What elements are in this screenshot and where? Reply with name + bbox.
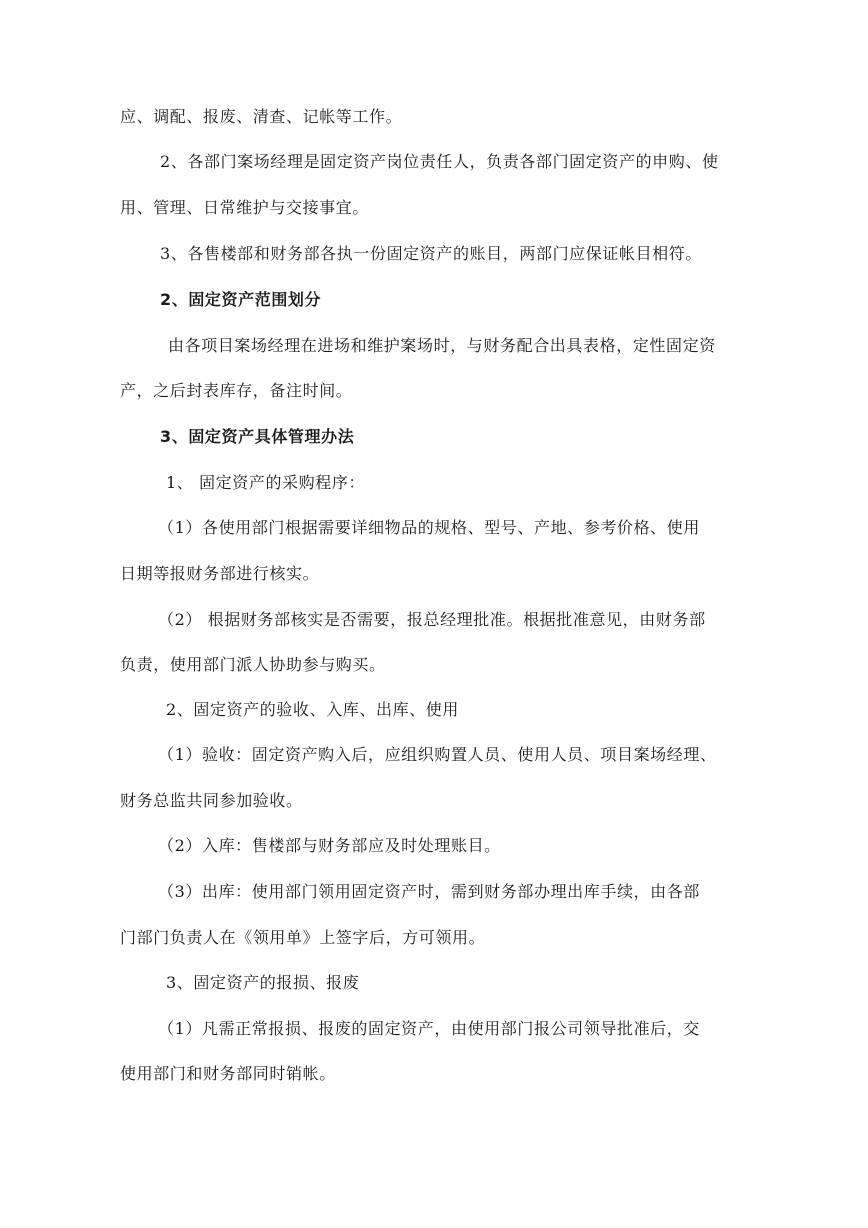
subheading: 1、 固定资产的采购程序： — [166, 473, 366, 492]
text-line: 门部门负责人在《领用单》上签字后，方可领用。 — [120, 928, 486, 947]
text-line: （2） 根据财务部核实是否需要，报总经理批准。根据批准意见，由财务部 — [158, 610, 706, 629]
text-line: （2）入库：售楼部与财务部应及时处理账目。 — [158, 836, 501, 855]
text-line: 财务总监共同参加验收。 — [120, 791, 303, 810]
text-line: 2、各部门案场经理是固定资产岗位责任人，负责各部门固定资产的申购、使 — [160, 152, 719, 171]
text-line: （1）验收：固定资产购入后，应组织购置人员、使用人员、项目案场经理、 — [158, 745, 717, 764]
text-line: （1）各使用部门根据需要详细物品的规格、型号、产地、参考价格、使用 — [158, 518, 700, 537]
text-line: 产，之后封表库存，备注时间。 — [120, 381, 353, 400]
text-line: （3）出库：使用部门领用固定资产时，需到财务部办理出库手续，由各部 — [158, 882, 700, 901]
text-line: 负责，使用部门派人协助参与购买。 — [120, 655, 386, 674]
text-line: 日期等报财务部进行核实。 — [120, 564, 320, 583]
text-line: 3、各售楼部和财务部各执一份固定资产的账目，两部门应保证帐目相符。 — [160, 244, 702, 263]
subheading: 2、固定资产的验收、入库、出库、使用 — [166, 700, 459, 719]
text-line: 由各项目案场经理在进场和维护案场时，与财务配合出具表格，定性固定资 — [168, 336, 716, 355]
text-line: 应、调配、报废、清查、记帐等工作。 — [120, 107, 403, 126]
text-line: 用、管理、日常维护与交接事宜。 — [120, 198, 370, 217]
text-line: （1）凡需正常报损、报废的固定资产，由使用部门报公司领导批准后，交 — [158, 1019, 700, 1038]
section-heading: 2、固定资产范围划分 — [160, 290, 322, 309]
text-line: 使用部门和财务部同时销帐。 — [120, 1064, 336, 1083]
section-heading: 3、固定资产具体管理办法 — [160, 427, 355, 446]
subheading: 3、固定资产的报损、报废 — [166, 973, 360, 992]
